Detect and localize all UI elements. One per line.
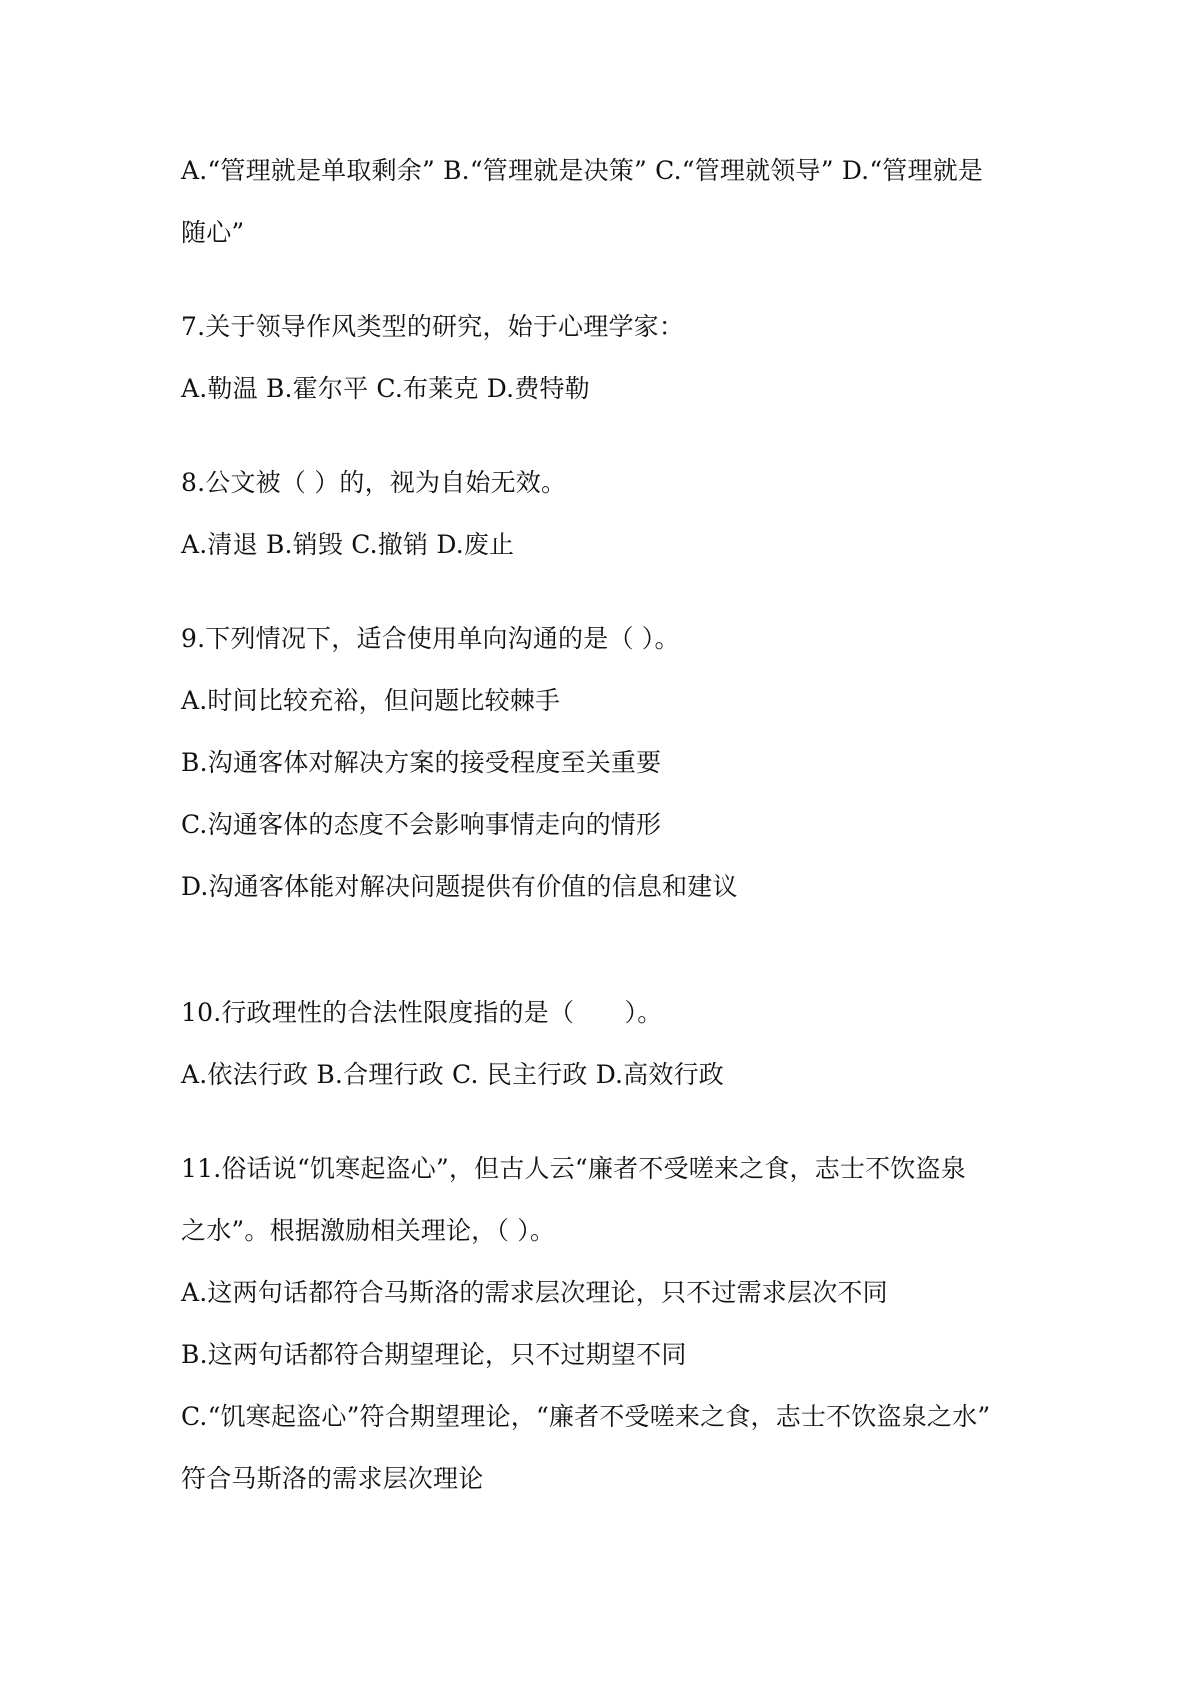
q10-stem: 10.行政理性的合法性限度指的是（ ）。 — [181, 998, 663, 1027]
q7-stem: 7.关于领导作风类型的研究，始于心理学家： — [181, 312, 685, 341]
q6-options-line-1: A.“管理就是单取剩余” B.“管理就是决策” C.“管理就领导” D.“管理就是 — [181, 156, 984, 185]
q11-option-c-line-1: C.“饥寒起盗心”符合期望理论，“廉者不受嗟来之食，志士不饮盗泉之水” — [181, 1402, 991, 1431]
q6-options-line-2: 随心” — [181, 218, 245, 247]
q9-option-b: B.沟通客体对解决方案的接受程度至关重要 — [181, 748, 662, 777]
q7-options: A.勒温 B.霍尔平 C.布莱克 D.费特勒 — [181, 374, 590, 403]
q9-option-a: A.时间比较充裕，但问题比较棘手 — [181, 686, 561, 715]
q11-stem-line-2: 之水”。根据激励相关理论，（ ）。 — [181, 1216, 556, 1245]
q11-stem-line-1: 11.俗话说“饥寒起盗心”，但古人云“廉者不受嗟来之食，志士不饮盗泉 — [181, 1154, 966, 1183]
q10-options: A.依法行政 B.合理行政 C. 民主行政 D.高效行政 — [181, 1060, 724, 1089]
q8-options: A.清退 B.销毁 C.撤销 D.废止 — [181, 530, 515, 559]
q11-option-a: A.这两句话都符合马斯洛的需求层次理论，只不过需求层次不同 — [181, 1278, 888, 1307]
q9-stem: 9.下列情况下，适合使用单向沟通的是（ ）。 — [181, 624, 680, 653]
q9-option-c: C.沟通客体的态度不会影响事情走向的情形 — [181, 810, 662, 839]
q8-stem: 8.公文被（ ）的，视为自始无效。 — [181, 468, 567, 497]
q11-option-c-line-2: 符合马斯洛的需求层次理论 — [181, 1464, 484, 1493]
q11-option-b: B.这两句话都符合期望理论，只不过期望不同 — [181, 1340, 687, 1369]
q9-option-d: D.沟通客体能对解决问题提供有价值的信息和建议 — [181, 872, 738, 901]
